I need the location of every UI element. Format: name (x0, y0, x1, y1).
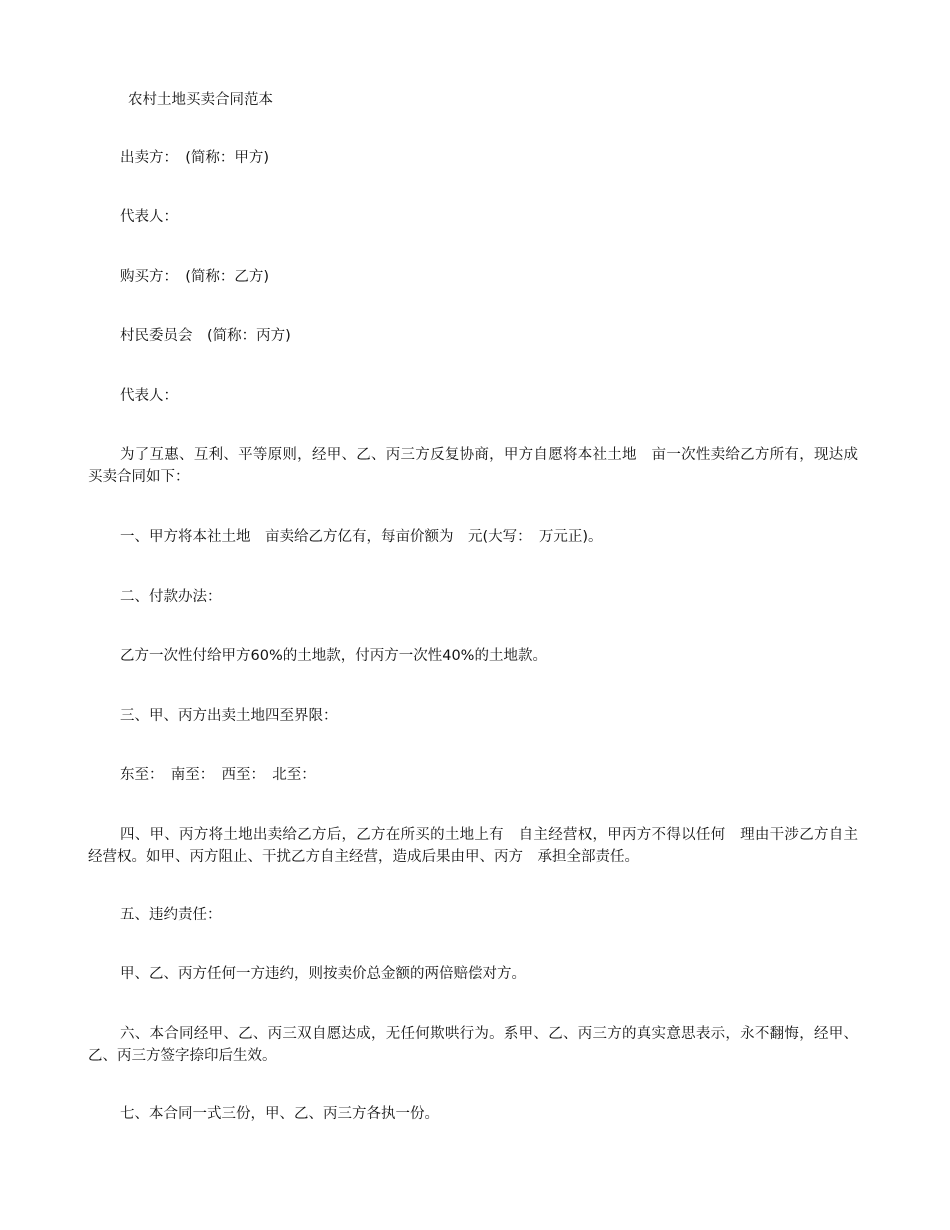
committee-representative-line: 代表人： (120, 388, 178, 404)
preamble-paragraph: 为了互惠、互利、平等原则，经甲、乙、丙三方反复协商，甲方自愿将本社土地 亩一次性卖给乙方所有，现达成买卖合同如下： (88, 447, 858, 485)
clause-2-heading: 二、付款办法： (120, 589, 222, 605)
document-title: 农村土地买卖合同范本 (128, 92, 273, 108)
village-committee-line: 村民委员会 (简称：丙方) (120, 328, 291, 344)
buyer-line: 购买方： (简称：乙方) (120, 269, 270, 285)
clause-6: 六、本合同经甲、乙、丙三双自愿达成，无任何欺哄行为。系甲、乙、丙三方的真实意思表示，永不翻悔，经甲、乙、丙三方签字捺印后生效。 (88, 1026, 858, 1064)
boundary-line: 东至： 南至： 西至： 北至： (120, 767, 316, 783)
clause-2-body: 乙方一次性付给甲方60%的土地款，付丙方一次性40%的土地款。 (120, 648, 547, 664)
clause-4: 四、甲、丙方将土地出卖给乙方后，乙方在所买的土地上有 自主经营权，甲丙方不得以任何 理由干涉乙方自主经营权。如甲、丙方阻止、干扰乙方自主经营，造成后果由甲、丙方 承担全部责任。 (88, 827, 858, 865)
clause-1: 一、甲方将本社土地 亩卖给乙方亿有，每亩价额为 元(大写： 万元正)。 (120, 529, 603, 545)
clause-5-heading: 五、违约责任： (120, 907, 222, 923)
seller-line: 出卖方： (简称：甲方) (120, 150, 270, 166)
clause-5-body: 甲、乙、丙方任何一方违约，则按卖价总金额的两倍赔偿对方。 (120, 966, 526, 982)
clause-3-heading: 三、甲、丙方出卖土地四至界限： (120, 708, 338, 724)
seller-representative-line: 代表人： (120, 209, 178, 225)
clause-7: 七、本合同一式三份，甲、乙、丙三方各执一份。 (120, 1106, 439, 1122)
